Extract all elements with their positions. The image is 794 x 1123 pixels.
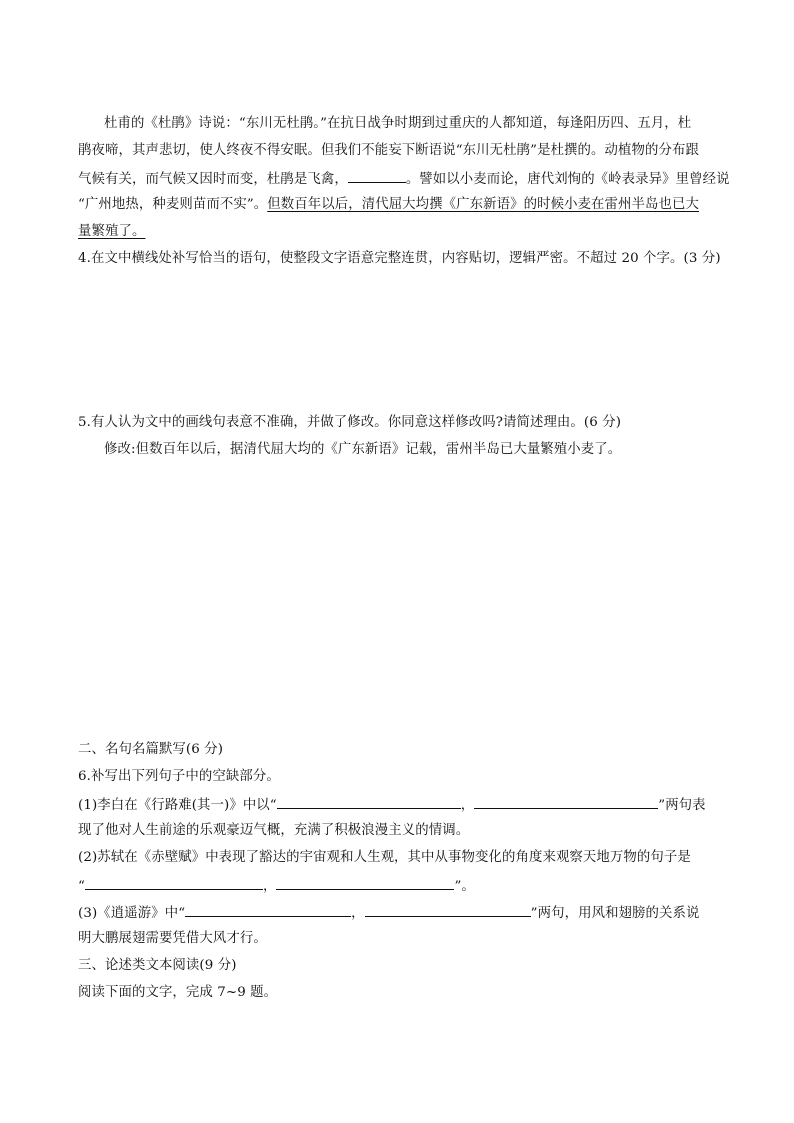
- question-5: 5.有人认为文中的画线句表意不准确，并做了修改。你同意这样修改吗?请简述理由。(6 分): [78, 415, 622, 430]
- answer-blank[interactable]: [277, 794, 461, 809]
- answer-blank[interactable]: [185, 902, 351, 917]
- fill-in-blank[interactable]: [348, 168, 406, 183]
- section-2-heading: 二、名句名篇默写(6 分): [78, 742, 224, 757]
- passage-line-3-part-b: 。譬如以小麦而论，唐代刘恂的《岭表录异》里曾经说: [405, 172, 730, 187]
- passage-line-3-part-a: 气候有关，而气候又因时而变，杜鹃是飞禽，: [78, 172, 348, 187]
- section-3-heading: 三、论述类文本阅读(9 分): [78, 958, 237, 973]
- passage-line-2: 鹃夜啼，其声悲切，使人终夜不得安眠。但我们不能妄下断语说“东川无杜鹃”是杜撰的。动植物的分布跟: [78, 143, 699, 158]
- question-4: 4.在文中横线处补写恰当的语句，使整段文字语意完整连贯，内容贴切，逻辑严密。不超过 20 个字。(3 分): [78, 251, 721, 266]
- q6-item-2-line-2: [78, 875, 720, 897]
- q6-item-3-text-c: ”两句，用风和翅膀的关系说: [530, 906, 700, 921]
- passage-line-3: [78, 168, 730, 190]
- answer-blank[interactable]: [474, 794, 658, 809]
- question-5-revision: 修改:但数百年以后，据清代屈大均的《广东新语》记载，雷州半岛已大量繁殖小麦了。: [104, 442, 622, 457]
- q6-item-1-line-2: 现了他对人生前途的乐观豪迈气概，充满了积极浪漫主义的情调。: [78, 823, 470, 838]
- answer-blank[interactable]: [276, 875, 454, 890]
- q6-item-2-close-quote: ”。: [454, 879, 475, 894]
- q6-item-1-text-c: ”两句表: [658, 798, 706, 813]
- passage-line-1: 杜甫的《杜鹃》诗说：“东川无杜鹃。”在抗日战争时期到过重庆的人都知道，每逢阳历四、五月，杜: [104, 116, 692, 131]
- q6-item-2-open-quote: “: [78, 879, 85, 894]
- underlined-sentence-end: 量繁殖了。: [78, 224, 146, 239]
- q6-item-1-line-1: [78, 794, 720, 816]
- q6-item-3-text-a: (3)《逍遥游》中“: [78, 906, 186, 921]
- q6-item-2-line-1: (2)苏轼在《赤壁赋》中表现了豁达的宇宙观和人生观，其中从事物变化的角度来观察天地万物的句子是: [78, 850, 691, 865]
- answer-blank[interactable]: [365, 902, 531, 917]
- passage-line-4-part-a: “广州地热，种麦则苗而不实”。: [78, 197, 268, 212]
- answer-blank[interactable]: [85, 875, 263, 890]
- passage-line-5: [78, 222, 720, 242]
- q6-item-2-comma: ，: [262, 879, 277, 894]
- q6-item-1-comma: ，: [460, 798, 475, 813]
- section-3-instruction: 阅读下面的文字，完成 7~9 题。: [78, 985, 278, 1000]
- underlined-sentence: 但数百年以后，清代屈大均撰《广东新语》的时候小麦在雷州半岛也已大: [267, 197, 699, 212]
- q6-item-1-text-a: (1)李白在《行路难(其一)》中以“: [78, 798, 277, 813]
- passage-line-4: [78, 195, 720, 215]
- question-6: 6.补写出下列句子中的空缺部分。: [78, 769, 280, 784]
- q6-item-3-line-2: 明大鹏展翅需要凭借大风才行。: [78, 931, 267, 946]
- q6-item-3-line-1: [78, 902, 720, 924]
- q6-item-3-comma: ，: [351, 906, 365, 921]
